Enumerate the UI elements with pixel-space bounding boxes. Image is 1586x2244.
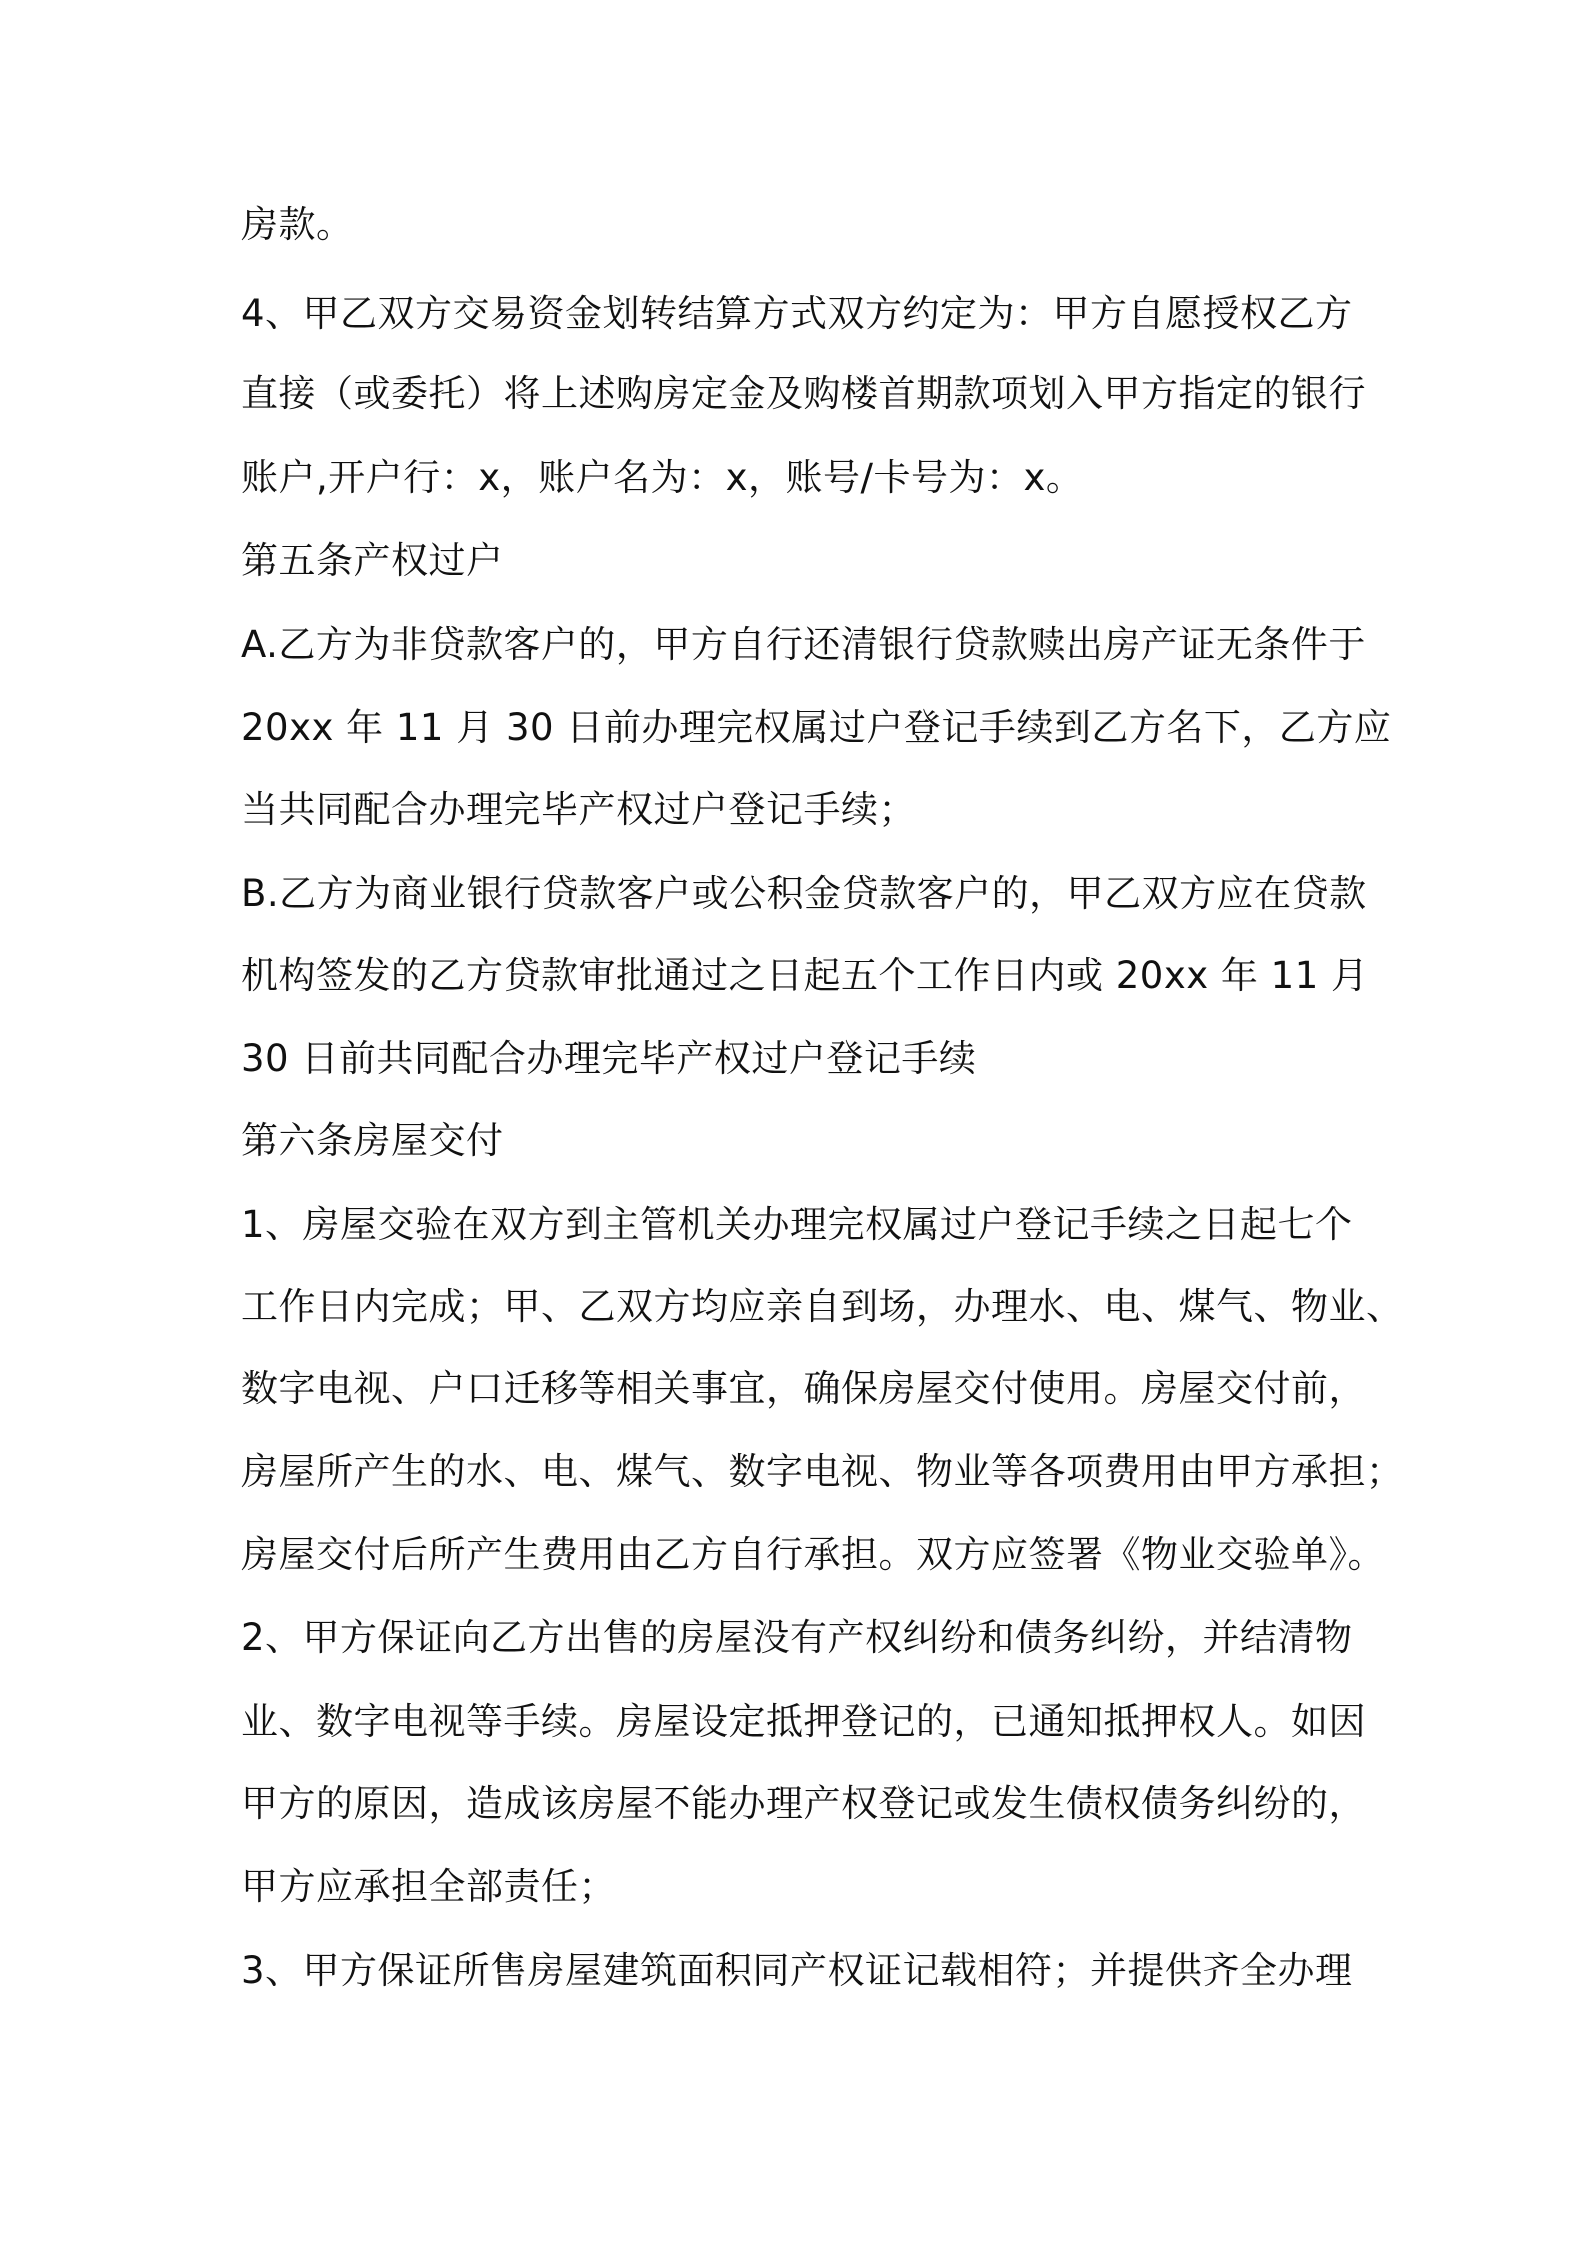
- text-line-1: 房款。: [241, 203, 354, 246]
- text-line-8: 当共同配合办理完毕产权过户登记手续；: [241, 788, 916, 831]
- text-line-6: A.乙方为非贷款客户的，甲方自行还清银行贷款赎出房产证无条件于: [241, 623, 1366, 666]
- text-line-11: 30 日前共同配合办理完毕产权过户登记手续: [241, 1037, 977, 1080]
- text-line-21: 甲方应承担全部责任；: [241, 1865, 616, 1908]
- section-heading-5: 第五条产权过户: [241, 539, 504, 582]
- text-line-22: 3、甲方保证所售房屋建筑面积同产权证记载相符；并提供齐全办理: [241, 1949, 1353, 1992]
- text-line-9: B.乙方为商业银行贷款客户或公积金贷款客户的，甲乙双方应在贷款: [241, 872, 1367, 915]
- text-line-20: 甲方的原因，造成该房屋不能办理产权登记或发生债权债务纠纷的，: [241, 1782, 1366, 1825]
- text-line-16: 房屋所产生的水、电、煤气、数字电视、物业等各项费用由甲方承担；: [241, 1450, 1404, 1493]
- text-line-14: 工作日内完成；甲、乙双方均应亲自到场，办理水、电、煤气、物业、: [241, 1285, 1404, 1328]
- section-heading-6: 第六条房屋交付: [241, 1119, 504, 1162]
- text-line-15: 数字电视、户口迁移等相关事宜，确保房屋交付使用。房屋交付前，: [241, 1367, 1366, 1410]
- text-line-19: 业、数字电视等手续。房屋设定抵押登记的，已通知抵押权人。如因: [241, 1700, 1366, 1743]
- text-line-13: 1、房屋交验在双方到主管机关办理完权属过户登记手续之日起七个: [241, 1203, 1353, 1246]
- text-line-17: 房屋交付后所产生费用由乙方自行承担。双方应签署《物业交验单》。: [241, 1533, 1385, 1576]
- text-line-7: 20xx 年 11 月 30 日前办理完权属过户登记手续到乙方名下，乙方应: [241, 706, 1392, 749]
- text-line-10: 机构签发的乙方贷款审批通过之日起五个工作日内或 20xx 年 11 月: [241, 954, 1369, 997]
- text-line-2: 4、甲乙双方交易资金划转结算方式双方约定为：甲方自愿授权乙方: [241, 292, 1353, 335]
- text-line-4: 账户,开户行：x，账户名为：x，账号/卡号为：x。: [241, 456, 1084, 499]
- text-line-3: 直接（或委托）将上述购房定金及购楼首期款项划入甲方指定的银行: [241, 372, 1366, 415]
- text-line-18: 2、甲方保证向乙方出售的房屋没有产权纠纷和债务纠纷，并结清物: [241, 1616, 1353, 1659]
